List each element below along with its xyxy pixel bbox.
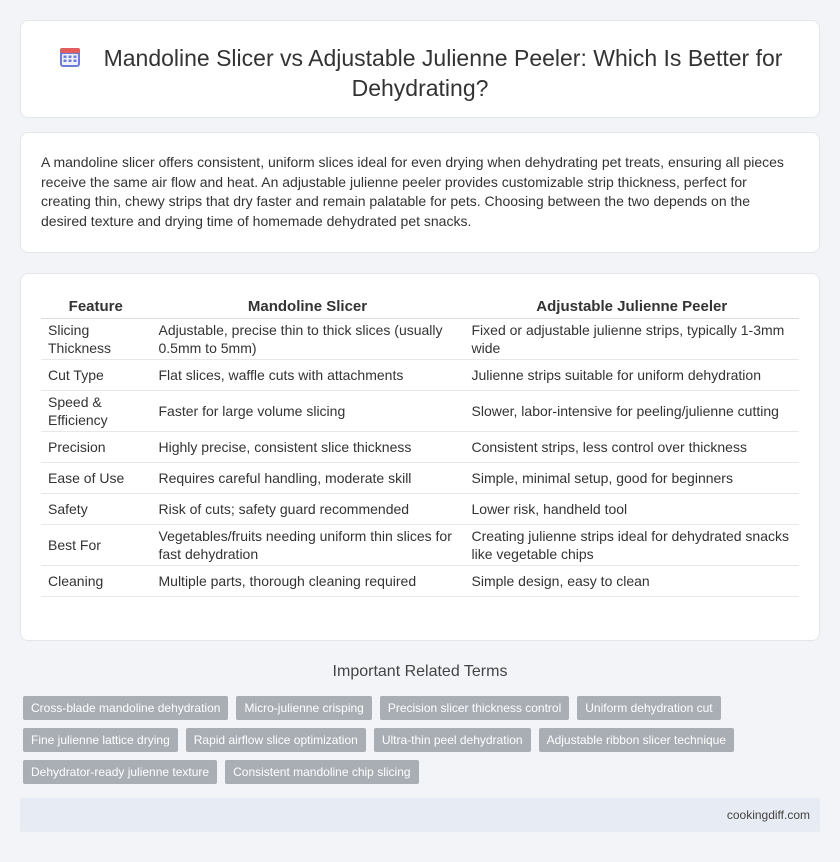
table-row (41, 493, 799, 524)
table-cell: Highly precise, consistent slice thickness (151, 431, 464, 462)
table-row (41, 390, 799, 431)
footer-bar (20, 798, 820, 832)
table-cell: Cleaning (41, 565, 151, 596)
comparison-table (41, 296, 799, 597)
related-term-tag[interactable]: Ultra-thin peel dehydration (374, 728, 531, 752)
table-cell: Multiple parts, thorough cleaning required (151, 565, 464, 596)
table-row (41, 565, 799, 596)
table-row (41, 431, 799, 462)
related-term-tag[interactable]: Fine julienne lattice drying (23, 728, 178, 752)
table-cell: Simple, minimal setup, good for beginners (464, 462, 799, 493)
table-cell: Safety (41, 493, 151, 524)
table-row (41, 524, 799, 565)
footer-site-link[interactable]: cookingdiff.com (726, 808, 810, 822)
table-cell: Simple design, easy to clean (464, 565, 799, 596)
table-cell: Precision (41, 431, 151, 462)
table-cell: Risk of cuts; safety guard recommended (151, 493, 464, 524)
table-cell: Creating julienne strips ideal for dehydrated snacks like vegetable chips (464, 524, 799, 565)
table-cell: Consistent strips, less control over thickness (464, 431, 799, 462)
table-cell: Lower risk, handheld tool (464, 493, 799, 524)
table-header: Adjustable Julienne Peeler (464, 296, 799, 318)
related-term-tag[interactable]: Cross-blade mandoline dehydration (23, 696, 228, 720)
related-term-tag[interactable]: Dehydrator-ready julienne texture (23, 760, 217, 784)
table-row (41, 359, 799, 390)
table-row (41, 318, 799, 359)
table-header: Mandoline Slicer (151, 296, 464, 318)
page-title: Mandoline Slicer vs Adjustable Julienne Peeler: Which Is Better for Dehydrating? (103, 45, 783, 101)
table-header: Feature (41, 296, 151, 318)
table-cell: Flat slices, waffle cuts with attachments (151, 359, 464, 390)
table-header-row (41, 296, 799, 318)
related-term-tag[interactable]: Uniform dehydration cut (577, 696, 720, 720)
related-term-tag[interactable]: Rapid airflow slice optimization (186, 728, 366, 752)
table-cell: Requires careful handling, moderate skill (151, 462, 464, 493)
intro-paragraph: A mandoline slicer offers consistent, uniform slices ideal for even drying when dehydrating pet treats, ensuring all pieces receive the same air flow and heat. An adjustable julienne peeler provides customizable strip thickness, perfect for creating thin, chewy strips that dry faster and remain palatable for pets. Choosing between the two depends on the desired texture and drying time of homemade dehydrated pet snacks. (41, 154, 784, 229)
table-cell: Faster for large volume slicing (151, 390, 464, 431)
table-row (41, 462, 799, 493)
related-term-tag[interactable]: Adjustable ribbon slicer technique (539, 728, 734, 752)
related-term-tag[interactable]: Micro-julienne crisping (236, 696, 371, 720)
intro-card (20, 132, 820, 253)
related-terms-title: Important Related Terms (332, 663, 508, 680)
table-cell: Speed & Efficiency (41, 390, 151, 431)
table-cell: Fixed or adjustable julienne strips, typically 1-3mm wide (464, 318, 799, 359)
table-cell: Julienne strips suitable for uniform dehydration (464, 359, 799, 390)
page-title-wrap (41, 43, 799, 103)
title-card (20, 20, 820, 118)
calendar-grid-icon (58, 45, 82, 69)
table-cell: Ease of Use (41, 462, 151, 493)
related-terms-list (23, 696, 743, 784)
table-cell: Slicing Thickness (41, 318, 151, 359)
table-cell: Best For (41, 524, 151, 565)
related-term-tag[interactable]: Consistent mandoline chip slicing (225, 760, 418, 784)
table-cell: Slower, labor-intensive for peeling/julienne cutting (464, 390, 799, 431)
table-cell: Adjustable, precise thin to thick slices (usually 0.5mm to 5mm) (151, 318, 464, 359)
table-cell: Cut Type (41, 359, 151, 390)
comparison-card (20, 273, 820, 641)
table-cell: Vegetables/fruits needing uniform thin slices for fast dehydration (151, 524, 464, 565)
related-term-tag[interactable]: Precision slicer thickness control (380, 696, 569, 720)
